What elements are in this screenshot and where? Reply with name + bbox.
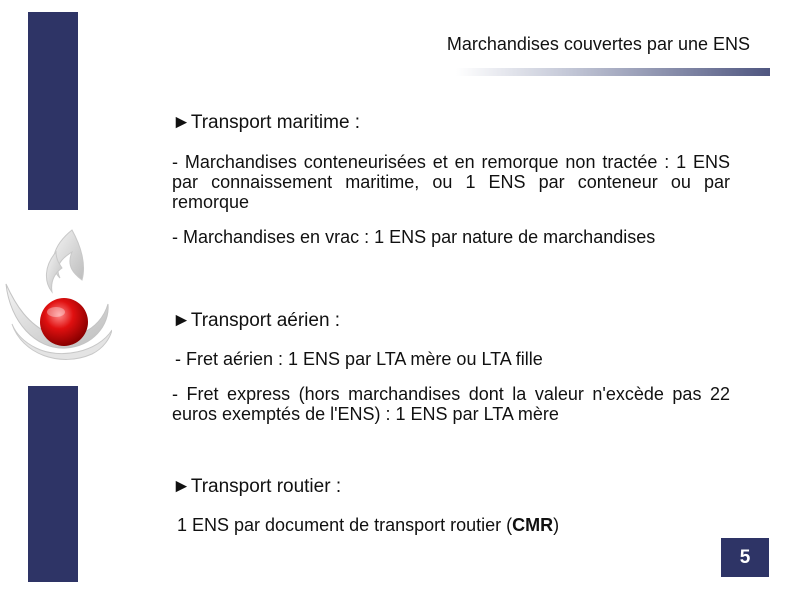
heading-maritime-text: Transport maritime : — [190, 112, 361, 133]
page-number: 5 — [721, 538, 769, 577]
routier-item — [177, 515, 559, 536]
heading-aerien — [172, 310, 340, 332]
heading-routier-text: Transport routier : — [190, 476, 342, 497]
aerien-item-express: - Fret express (hors marchandises dont la valeur n'excède pas 22 euros exemptés de l'ENS) : 1 ENS par LTA mère — [172, 384, 730, 424]
routier-text-end: ) — [553, 515, 560, 535]
maritime-item-containers: - Marchandises conteneurisées et en remorque non tractée : 1 ENS par connaissement maritime, ou 1 ENS par conteneur ou par remorque — [172, 152, 730, 212]
heading-maritime — [172, 112, 360, 134]
arrow-marker-icon: ► — [172, 112, 191, 133]
heading-routier — [172, 476, 341, 498]
slide-title: Marchandises couvertes par une ENS — [446, 34, 750, 54]
routier-text: 1 ENS par document de transport routier ( — [177, 515, 513, 535]
aerien-item-fret: - Fret aérien : 1 ENS par LTA mère ou LTA fille — [175, 349, 543, 369]
title-underline — [456, 68, 770, 76]
maritime-item-bulk: - Marchandises en vrac : 1 ENS par nature de marchandises — [172, 227, 656, 247]
heading-aerien-text: Transport aérien : — [190, 310, 341, 331]
arrow-marker-icon: ► — [172, 310, 191, 331]
left-navy-bar-bottom — [28, 386, 78, 582]
arrow-marker-icon: ► — [172, 476, 191, 497]
left-navy-bar-top — [28, 12, 78, 210]
cmr-abbreviation: CMR — [512, 515, 554, 535]
customs-logo-icon — [0, 222, 112, 372]
